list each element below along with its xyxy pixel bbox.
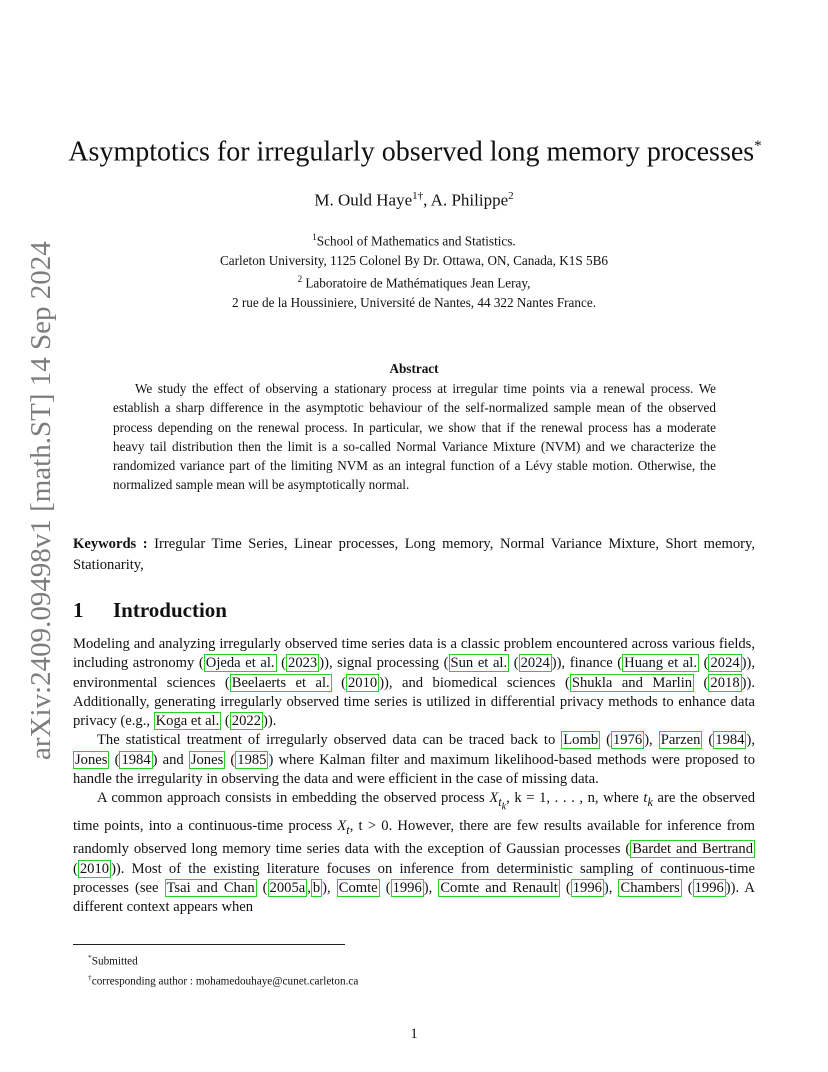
citation-link[interactable]: Koga et al.: [155, 713, 220, 730]
text-run: )), signal processing (: [319, 655, 449, 672]
author-affiliation-mark: 1†: [412, 190, 424, 202]
arxiv-identifier-stamp: arXiv:2409.09498v1 [math.ST] 14 Sep 2024: [25, 241, 57, 760]
abstract-text: We study the effect of observing a stationary process at irregular time points via a renewal process. We establish a sharp difference in the asymptotic behaviour of the self-normalized sample mean of the observed process depending on the renewal process. In particular, we show that if the renewal process has a moderate heavy tail distribution then the limit is a so-called Normal Variance Mixture (NVM) and we characterize the randomized variance part of the limiting NVM as an integral function of a Lévy stable motion. Otherwise, the normalized sample mean will be asymptotically normal.: [113, 381, 716, 493]
section-heading: [73, 598, 227, 623]
text-run: (: [699, 655, 709, 672]
text-run: , t > 0. However, there are few results available for inference from randomly observed long memory time series data with the exception of Gaussian processes (: [73, 818, 756, 858]
text-run: , k = 1, . . . , n, where: [506, 790, 644, 807]
affiliation-text: School of Mathematics and Statistics.: [316, 233, 516, 249]
text-run: ),: [603, 879, 619, 896]
citation-link[interactable]: Bardet and Bertrand: [632, 841, 753, 858]
text-run: (: [379, 879, 391, 896]
text-run: (: [509, 655, 519, 672]
citation-year-link[interactable]: 1996: [572, 879, 602, 896]
citation-link[interactable]: Sun et al.: [450, 655, 508, 672]
text-run: (: [702, 732, 714, 749]
paragraph: [73, 731, 755, 789]
math-subscript: [498, 795, 507, 813]
abstract-heading: Abstract: [389, 361, 439, 376]
text-run: (: [256, 879, 268, 896]
math-symbol: X: [489, 790, 499, 807]
citation-link[interactable]: Beelaerts et al.: [231, 674, 330, 691]
text-run: )). Most of the existing literature focuses on inference from deterministic sampling of continuous-time processes (see: [73, 860, 755, 896]
title-footnote-mark: *: [754, 138, 762, 154]
section-number: 1: [73, 598, 84, 622]
author-list: [0, 184, 828, 213]
text-run: ),: [423, 879, 439, 896]
text-run: The statistical treatment of irregularly observed data can be traced back to: [97, 732, 562, 749]
citation-year-link[interactable]: 1985: [237, 751, 267, 768]
math-symbol: X: [337, 818, 347, 834]
text-run: )), finance (: [551, 655, 623, 672]
math-symbol: k: [647, 795, 653, 810]
footnote-divider: [73, 944, 345, 945]
citation-year-link[interactable]: 1984: [715, 732, 745, 749]
citation-year-link[interactable]: 1996: [694, 879, 724, 896]
text-run: )). Additionally, generating irregularly observed time series is utilized in differential privacy methods to enhance data privacy (e.g.,: [73, 674, 755, 730]
math-symbol: t: [346, 822, 350, 837]
body-text: [73, 635, 755, 917]
text-run: (: [109, 751, 120, 768]
text-run: (: [681, 879, 693, 896]
text-run: (: [559, 879, 571, 896]
citation-year-link[interactable]: 2022: [231, 713, 261, 730]
paper-title: [60, 128, 770, 170]
affiliation-line: [0, 228, 828, 251]
text-run: (: [276, 655, 287, 672]
text-run: )).: [262, 713, 277, 730]
citation-link[interactable]: Tsai and Chan: [166, 879, 255, 896]
text-run: A common approach consists in embedding the observed process: [97, 790, 490, 807]
citation-link[interactable]: Chambers: [620, 879, 680, 896]
paragraph: [73, 635, 755, 731]
citation-link[interactable]: Comte and Renault: [440, 879, 558, 896]
keywords-text: Irregular Time Series, Linear processes, Long memory, Normal Variance Mixture, Short memory, Stationarity,: [73, 536, 755, 573]
text-run: (: [600, 732, 611, 749]
text-run: (: [331, 674, 346, 691]
citation-year-link[interactable]: 1976: [613, 732, 643, 749]
paper-title-text: Asymptotics for irregularly observed long memory processes: [68, 136, 755, 168]
affiliation-line: Carleton University, 1125 Colonel By Dr. Ottawa, ON, Canada, K1S 5B6: [219, 252, 608, 268]
text-run: (: [73, 860, 78, 877]
footnote-mark: †: [88, 972, 92, 982]
math-symbol: t: [498, 795, 502, 810]
affiliations: [0, 228, 828, 313]
text-run: ) and: [152, 751, 189, 768]
author-name: M. Ould Haye: [314, 190, 413, 210]
text-run: Modeling and analyzing irregularly observed time series data is a classic problem encountered across various fields, including astronomy (: [73, 636, 755, 672]
paragraph: [73, 789, 755, 917]
footnote-text: corresponding author : mohamedouhaye@cunet.carleton.ca: [91, 975, 359, 988]
footnote: [88, 970, 358, 990]
citation-year-link[interactable]: 1996: [392, 879, 422, 896]
text-run: ) where Kalman filter and maximum likelihood-based methods were proposed to handle the irregularity in observing the data and were efficient in the case of missing data.: [73, 751, 756, 788]
affiliation-text: Laboratoire de Mathématiques Jean Leray,: [302, 275, 531, 291]
text-run: )), and biomedical sciences (: [379, 674, 570, 691]
footnotes: [88, 950, 358, 989]
math-symbol: t: [643, 790, 648, 807]
text-run: (: [225, 751, 236, 768]
citation-link[interactable]: Comte: [338, 879, 378, 896]
citation-year-link[interactable]: 2023: [288, 655, 318, 672]
author-separator: ,: [423, 190, 431, 210]
section-title: Introduction: [113, 598, 227, 622]
text-run: )), environmental sciences (: [73, 655, 756, 691]
citation-year-link[interactable]: 2010: [348, 674, 378, 691]
citation-link[interactable]: Lomb: [563, 732, 599, 749]
citation-year-link[interactable]: 2024: [520, 655, 550, 672]
author-name: A. Philippe: [430, 190, 509, 210]
footnote-text: Submitted: [91, 955, 138, 968]
text-run: )). A different context appears when: [73, 879, 755, 916]
citation-link[interactable]: Jones: [75, 751, 108, 768]
affiliation-mark: 1: [312, 232, 317, 242]
footnote: [88, 950, 358, 970]
citation-link[interactable]: Jones: [190, 751, 224, 768]
citation-year-link[interactable]: b: [312, 879, 321, 896]
keywords-label: Keywords :: [73, 536, 148, 552]
citation-link[interactable]: Shukla and Marlin: [571, 674, 693, 691]
page-number: 1: [410, 1026, 418, 1042]
citation-link[interactable]: Huang et al.: [624, 655, 697, 672]
citation-year-link[interactable]: 1984: [121, 751, 151, 768]
math-symbol: k: [501, 801, 507, 813]
author-affiliation-mark: 2: [508, 190, 514, 202]
affiliation-line: 2 rue de la Houssiniere, Université de Nantes, 44 322 Nantes France.: [231, 295, 596, 311]
affiliation-line: [0, 270, 828, 293]
citation-year-link[interactable]: 2010: [79, 860, 110, 877]
footnote-mark: *: [88, 953, 92, 962]
citation-link[interactable]: Ojeda et al.: [205, 655, 275, 672]
text-run: ,: [307, 879, 311, 896]
citation-year-link[interactable]: 2018: [710, 674, 740, 691]
citation-year-link[interactable]: 2005a: [269, 879, 306, 896]
affiliation-mark: 2: [297, 274, 303, 285]
keywords: [73, 534, 755, 576]
text-run: (: [694, 674, 709, 691]
text-run: ),: [322, 879, 337, 896]
citation-link[interactable]: Parzen: [660, 732, 701, 749]
text-run: are the observed time points, into a continuous-time process: [73, 790, 756, 834]
text-run: (: [221, 713, 230, 730]
citation-year-link[interactable]: 2024: [710, 655, 740, 672]
text-run: ),: [644, 732, 659, 749]
text-run: ),: [746, 732, 755, 749]
